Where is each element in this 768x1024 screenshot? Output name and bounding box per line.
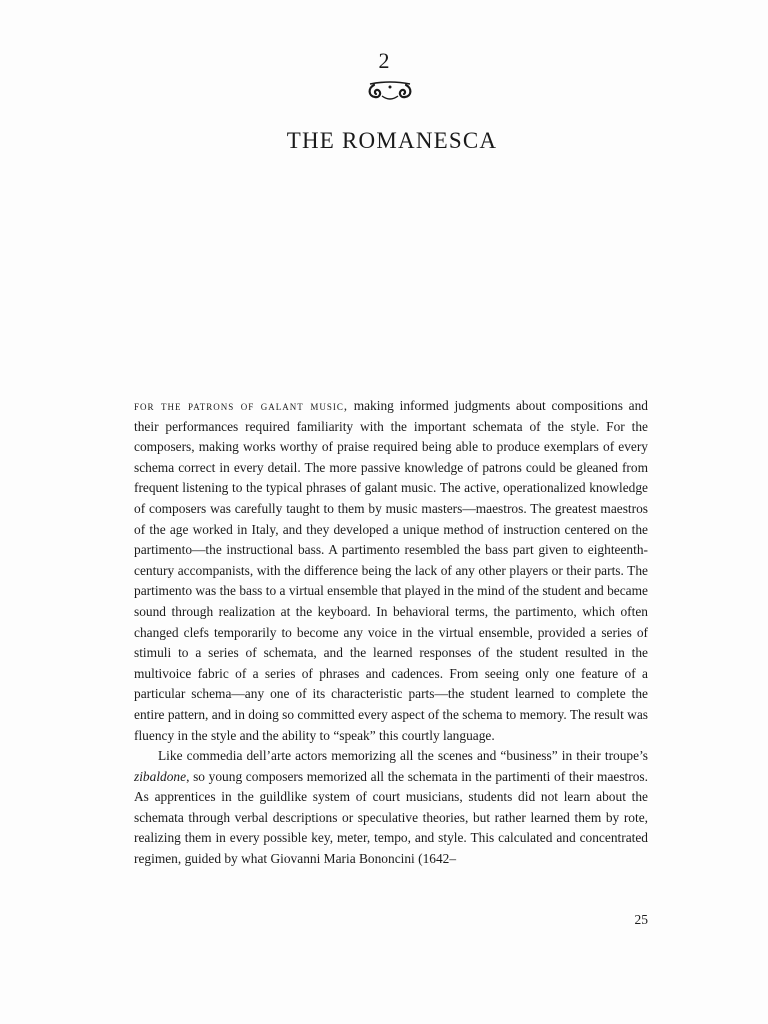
fleuron-ornament-icon (366, 78, 414, 104)
chapter-title: THE ROMANESCA (286, 128, 498, 153)
zibaldone-term: zibaldone (134, 768, 187, 784)
chapter-number: 2 (378, 48, 390, 73)
paragraph-2 (134, 746, 648, 870)
paragraph-1 (134, 396, 648, 746)
paragraph-2-text-start: Like commedia dell’arte actors memorizing all the scenes and “business” in their troupe’s (158, 748, 648, 764)
paragraph-1-text: making informed judgments about compositions and their performances required familiarity with the important schemata of the style. For the composers, making works worthy of praise required being able to produce exemplars of every schema correct in every detail. The more passive knowledge of patrons could be gleaned from frequent listening to the typical phrases of galant music. The active, operationalized knowledge of composers was carefully taught to them by music masters—maestros. The greatest maestros of the age worked in Italy, and they developed a unique method of instruction centered on the partimento—the instructional bass. A partimento resembled the bass part given to eighteenth-century accompanists, with the difference being the lack of any other players or their parts. The partimento was the bass to a virtual ensemble that played in the mind of the student and became sound through realization at the keyboard. In behavioral terms, the partimento, which often changed clefs temporarily to become any voice in the virtual ensemble, provided a series of stimuli to a series of schemata, and the learned responses of the student resulted in the multivoice fabric of a series of phrases and cadences. From seeing only one feature of a particular schema—any one of its characteristic parts—the student learned to complete the entire pattern, and in doing so committed every aspect of the schema to memory. The result was fluency in the style and the ability to “speak” this courtly language. (134, 398, 648, 743)
page-number: 25 (634, 912, 648, 927)
opening-smallcaps: for the patrons of galant music, (134, 399, 348, 413)
paragraph-2-text-rest: , so young composers memorized all the schemata in the partimenti of their maestros. As apprentices in the guildlike system of court musicians, students did not learn about the schemata through verbal descriptions or speculative theories, but rather learned them by rote, realizing them in every possible key, meter, tempo, and style. This calculated and concentrated regimen, guided by what Giovanni Maria Bononcini (1642– (134, 768, 648, 867)
chapter-body-text (134, 396, 648, 870)
